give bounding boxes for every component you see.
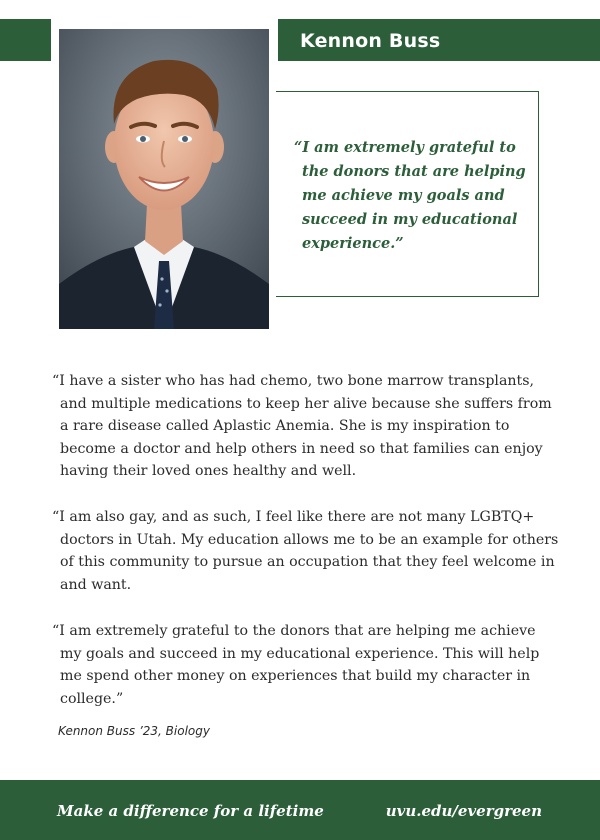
pull-quote-box <box>276 91 539 297</box>
pull-quote: “I am extremely grateful to the donors that are helping me achieve my goals and succeed in my educational experience.” <box>294 139 526 252</box>
student-name: Kennon Buss <box>300 30 441 52</box>
body-paragraph: “I have a sister who has had chemo, two bone marrow transplants, and multiple medications to keep her alive because she suffers from a rare disease called Aplastic Anemia. She is my inspiration to become a doctor and help others in need so that families can enjoy having their loved ones healthy and well. <box>52 373 552 479</box>
body-paragraph: “I am extremely grateful to the donors that are helping me achieve my goals and succeed in my educational experience. This will help me spend other money on experiences that build my character in college.” <box>52 623 540 707</box>
portrait-photo <box>59 29 269 329</box>
body-paragraph: “I am also gay, and as such, I feel like there are not many LGBTQ+ doctors in Utah. My education allows me to be an example for others of this community to pursue an occupation that they feel welcome in and want. <box>52 509 559 593</box>
footer-url[interactable]: uvu.edu/evergreen <box>385 802 542 820</box>
footer-tagline: Make a difference for a lifetime <box>57 802 324 820</box>
signature: Kennon Buss ’23, Biology <box>58 724 210 738</box>
